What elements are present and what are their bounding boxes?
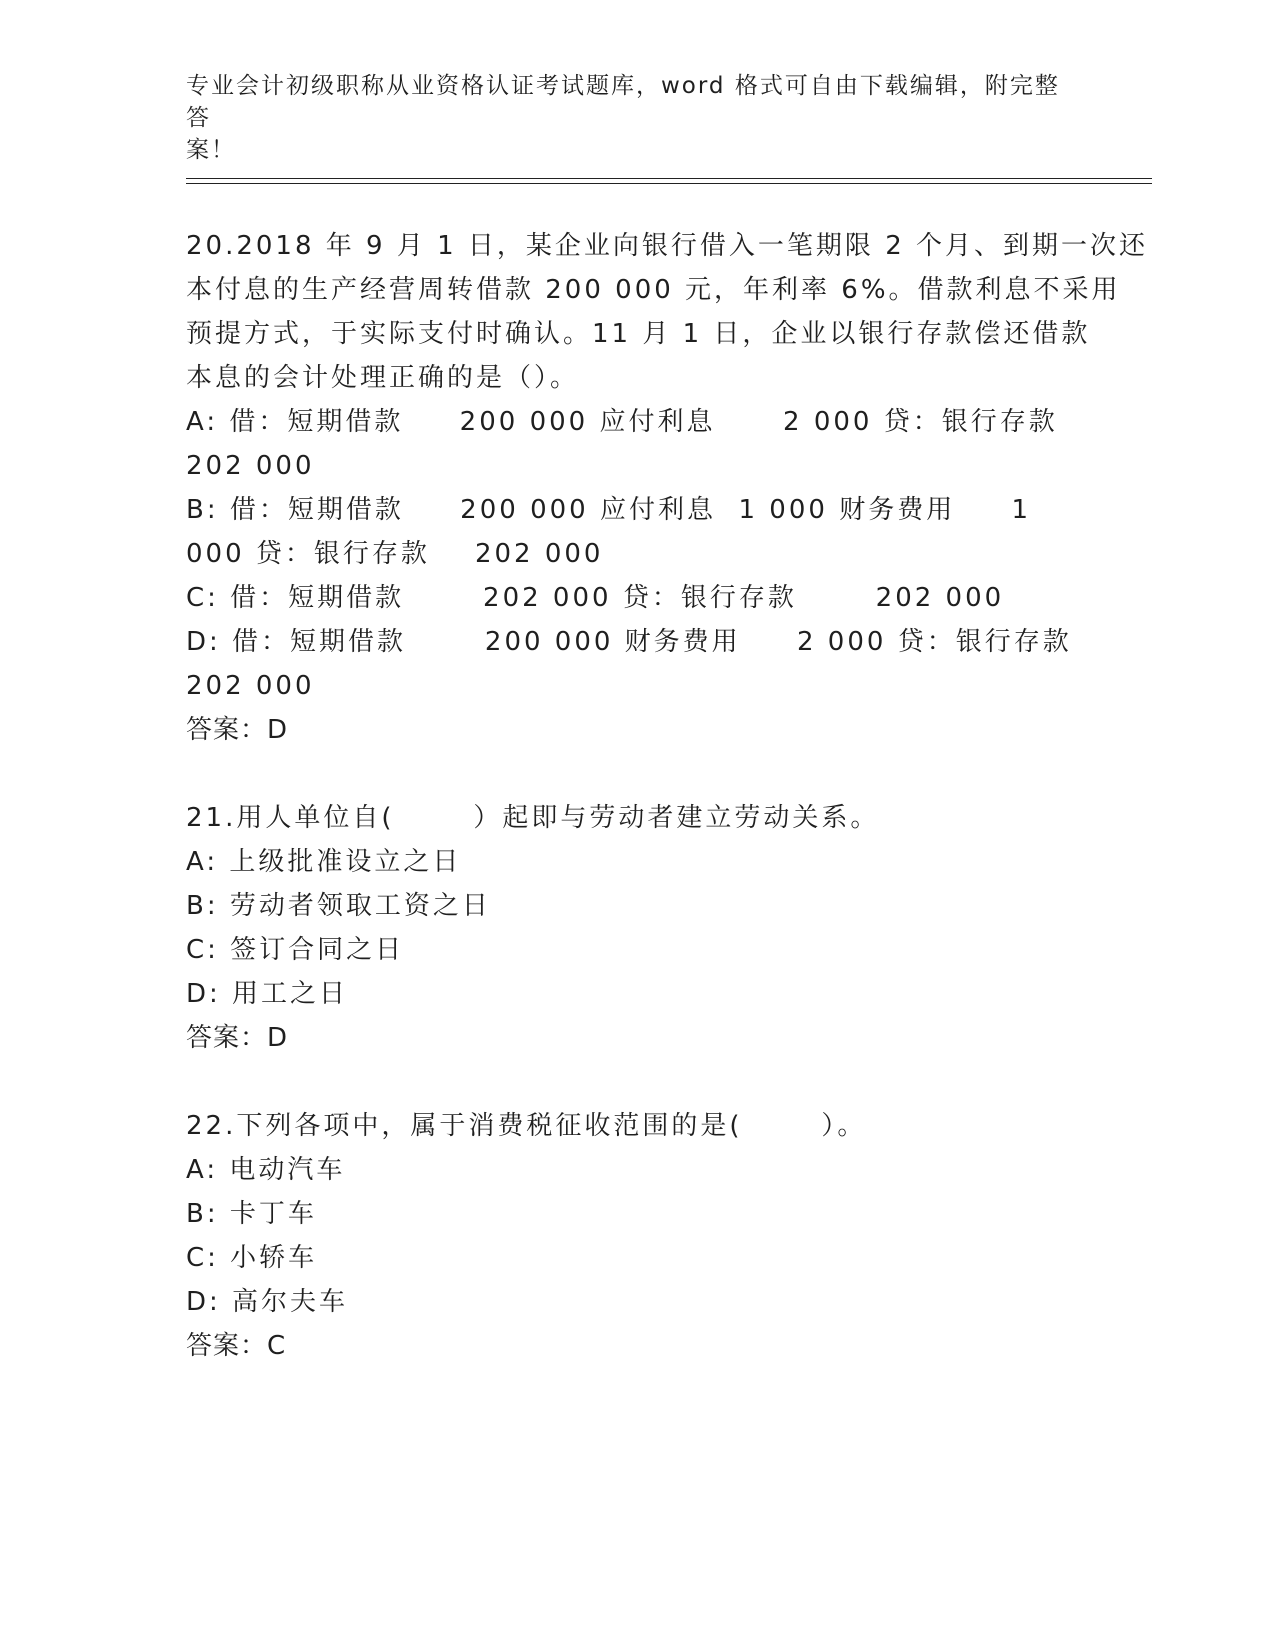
question-20-option-a: A: 借：短期借款 200 000 应付利息 2 000 贷：银行存款: [186, 407, 1058, 437]
question-21-option-a: A: 上级批准设立之日: [186, 847, 462, 877]
question-22-answer: 答案：C: [186, 1331, 287, 1361]
page-header: [186, 70, 1066, 166]
question-22-option-c: C: 小轿车: [186, 1243, 318, 1273]
header-line-2: 案！: [186, 137, 236, 163]
question-21-option-c: C: 签订合同之日: [186, 935, 405, 965]
question-22-option-d: D: 高尔夫车: [186, 1287, 349, 1317]
question-22-option-a: A: 电动汽车: [186, 1155, 346, 1185]
header-divider-top: [186, 178, 1152, 179]
question-20-option-c: C: 借：短期借款 202 000 贷：银行存款 202 000: [186, 583, 1005, 613]
question-20-option-b: B: 借：短期借款 200 000 应付利息 1 000 财务费用 1: [186, 495, 1032, 525]
question-20-answer: 答案：D: [186, 715, 289, 745]
question-20-line-2: 本付息的生产经营周转借款 200 000 元，年利率 6%。借款利息不采用: [186, 275, 1121, 305]
question-20-line-4: 本息的会计处理正确的是（）。: [186, 363, 580, 393]
question-22-option-b: B: 卡丁车: [186, 1199, 317, 1229]
header-line-1: 专业会计初级职称从业资格认证考试题库，word 格式可自由下载编辑，附完整答: [186, 73, 1060, 131]
question-20-option-a-cont: 202 000: [186, 451, 315, 481]
header-divider-bottom: [186, 183, 1152, 184]
question-20-line-3: 预提方式，于实际支付时确认。11 月 1 日，企业以银行存款偿还借款: [186, 319, 1091, 349]
question-20-option-d: D: 借：短期借款 200 000 财务费用 2 000 贷：银行存款: [186, 627, 1072, 657]
question-20-line-1: 20.2018 年 9 月 1 日，某企业向银行借入一笔期限 2 个月、到期一次还: [186, 231, 1148, 261]
question-20-option-b-cont: 000 贷：银行存款 202 000: [186, 539, 604, 569]
question-21-line-1: 21.用人单位自( ）起即与劳动者建立劳动关系。: [186, 803, 880, 833]
question-21-answer: 答案：D: [186, 1023, 289, 1053]
question-20-option-d-cont: 202 000: [186, 671, 315, 701]
question-21-option-b: B: 劳动者领取工资之日: [186, 891, 491, 921]
question-22-line-1: 22.下列各项中，属于消费税征收范围的是( ）。: [186, 1111, 867, 1141]
question-21-option-d: D: 用工之日: [186, 979, 349, 1009]
